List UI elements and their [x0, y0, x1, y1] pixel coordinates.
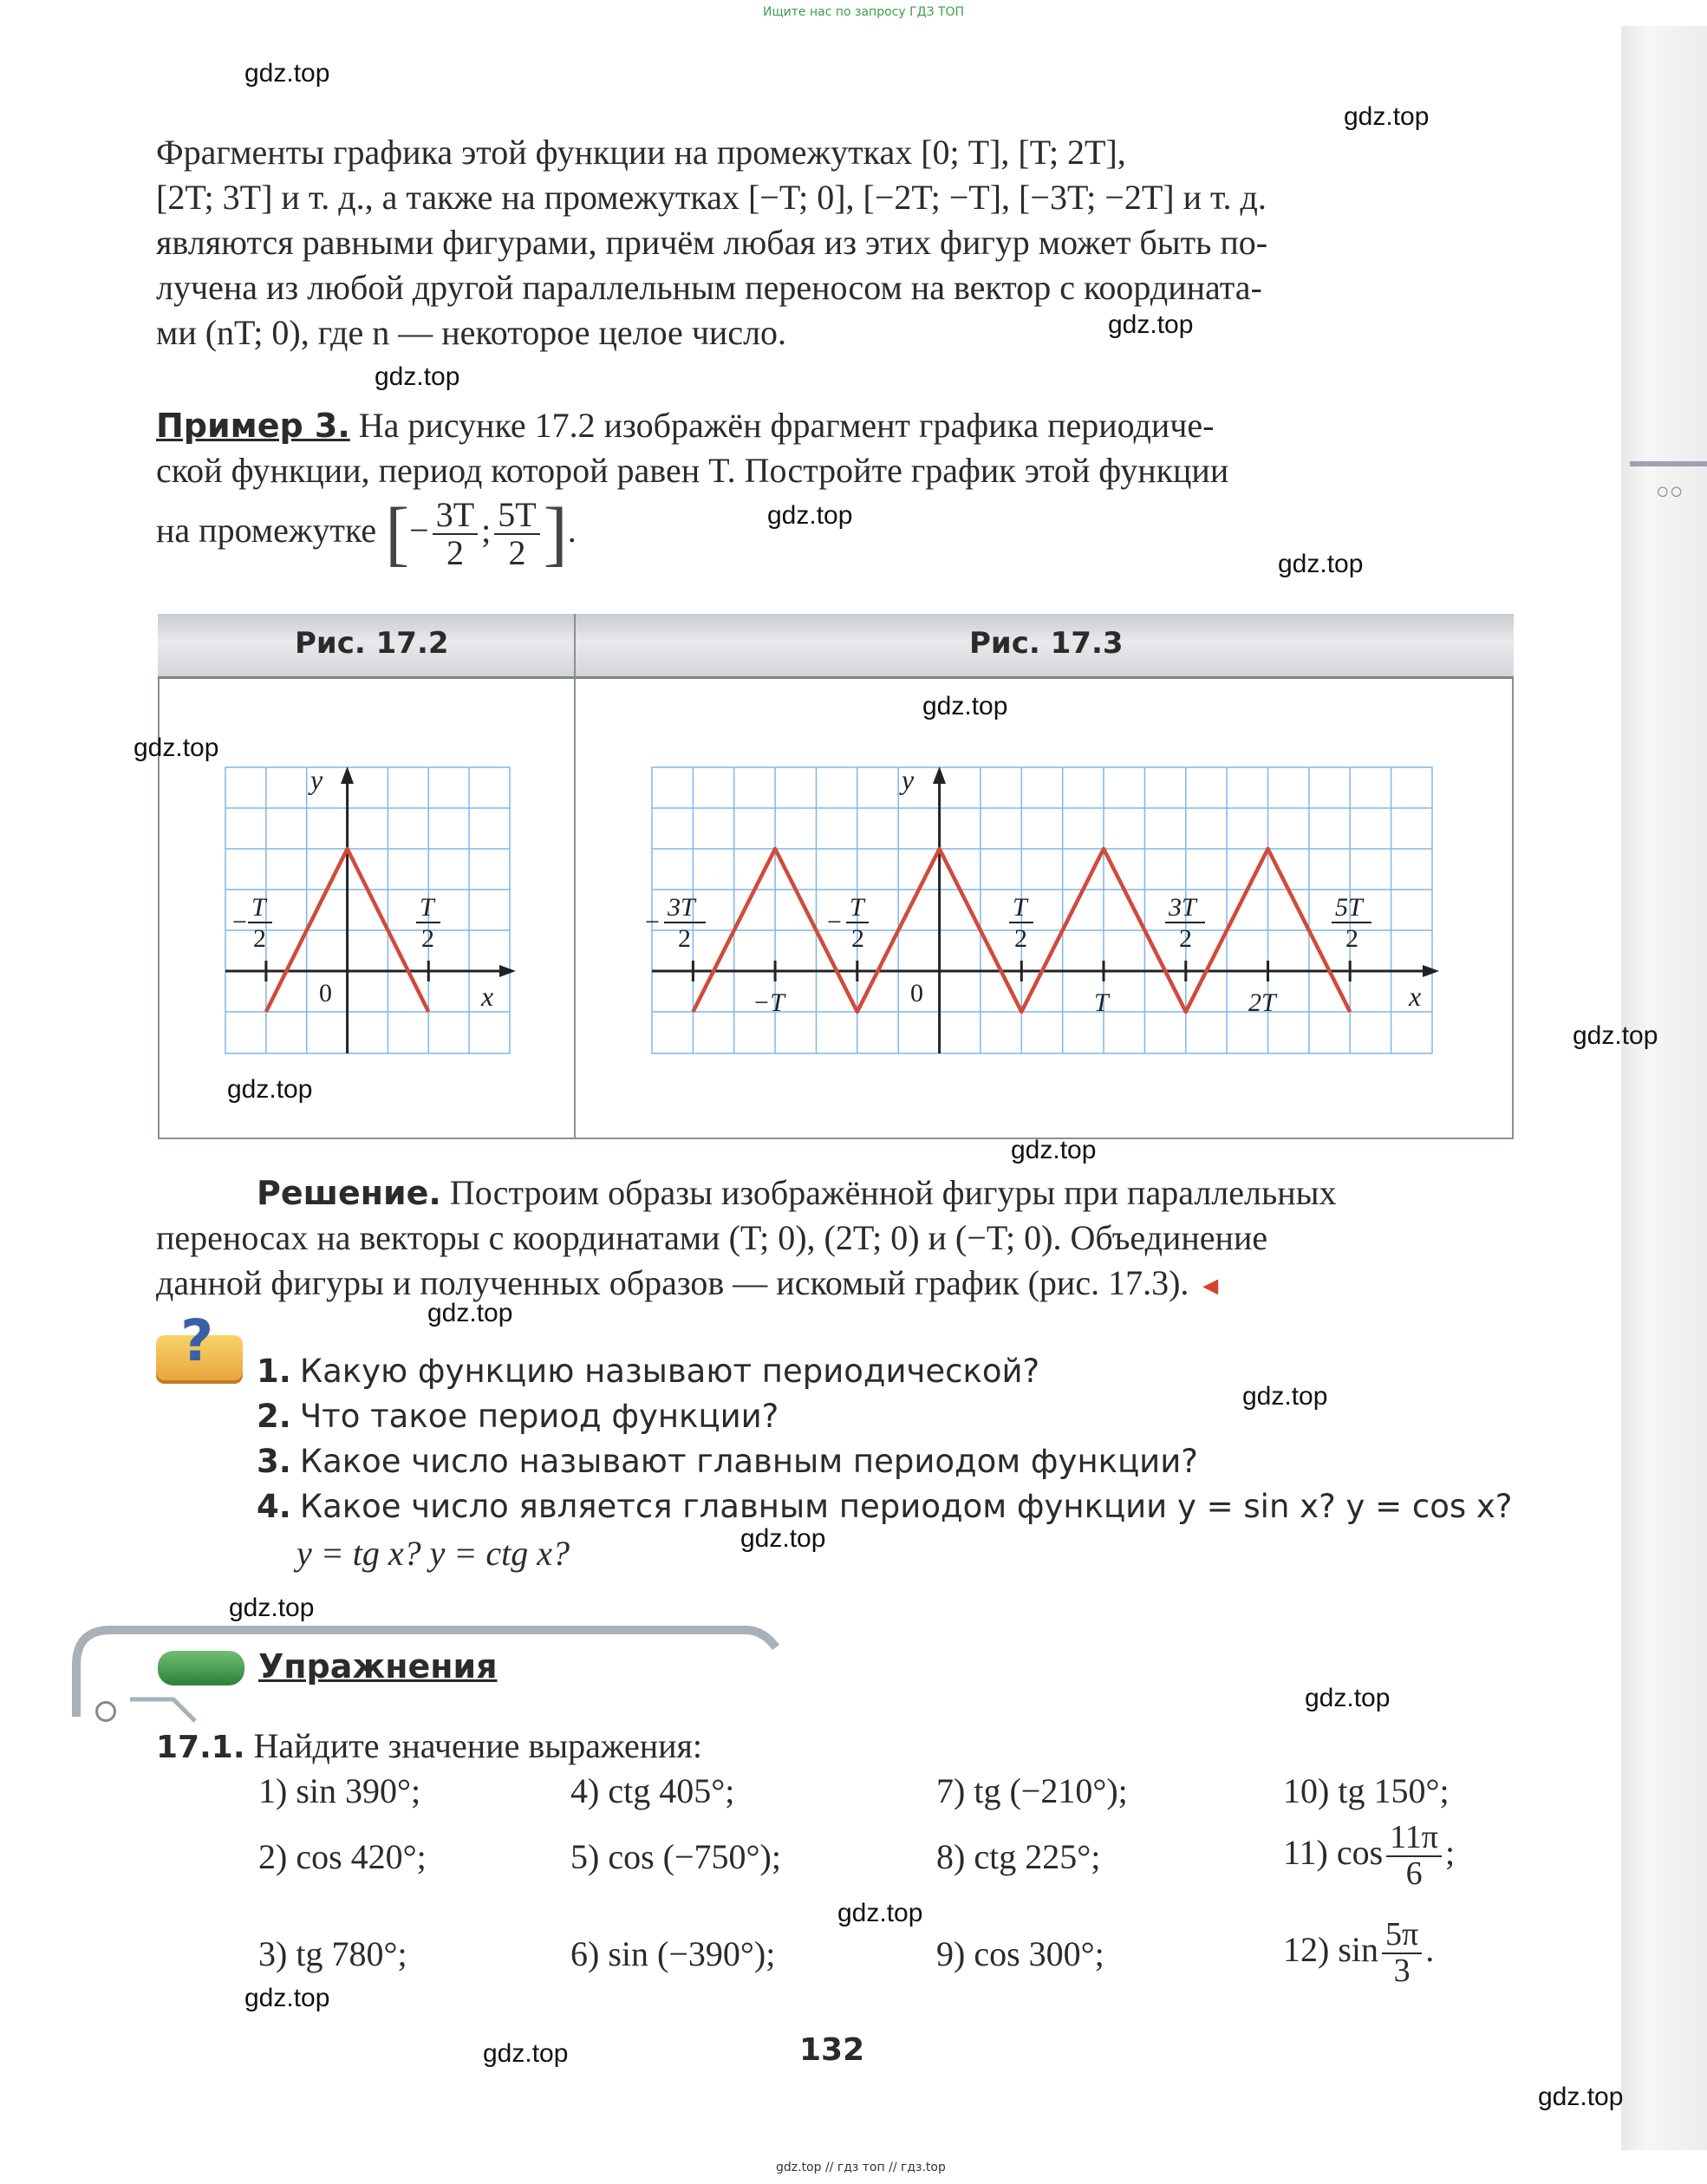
- example-text: На рисунке 17.2 изображён фрагмент графика периодиче-: [358, 406, 1215, 445]
- exercises-title: Упражнения: [258, 1647, 498, 1685]
- exercise-item: 10) tg 150°;: [1283, 1771, 1450, 1810]
- solution-line-1: [156, 1170, 1513, 1216]
- interval-separator: ;: [481, 511, 492, 551]
- watermark: gdz.top: [227, 1075, 313, 1104]
- exercise-item: 5) cos (−750°);: [570, 1837, 781, 1876]
- exercise-item: 4) ctg 405°;: [570, 1771, 735, 1810]
- question-2: 2. Что такое период функции?: [257, 1398, 779, 1435]
- exercise-item: 7) tg (−210°);: [936, 1771, 1128, 1810]
- label-T: T: [1094, 988, 1109, 1017]
- x-axis-arrow: [499, 965, 516, 977]
- exercise-item: 3) tg 780°;: [258, 1934, 407, 1973]
- exercises-icon: [158, 1651, 244, 1685]
- example-label: Пример 3.: [156, 407, 350, 445]
- y-axis-arrow: [341, 766, 354, 784]
- y-axis-arrow: [933, 766, 946, 784]
- example-line-2: ской функции, период которой равен T. Постройте график этой функции: [156, 451, 1229, 490]
- exercise-item-12: 12) sin $\frac{5\pi}{3}$ .: [1283, 1916, 1435, 1989]
- label-T32-den: 2: [1179, 924, 1192, 953]
- end-of-solution-mark: ◄: [1197, 1272, 1224, 1301]
- watermark: gdz.top: [922, 692, 1008, 720]
- page-edge-line: [1630, 461, 1707, 466]
- watermark: gdz.top: [1278, 550, 1364, 578]
- example-line-1: [156, 403, 1513, 448]
- exercise-item: 1) sin 390°;: [258, 1771, 421, 1810]
- neg-half-den: 2: [253, 924, 266, 953]
- watermark: gdz.top: [1538, 2083, 1624, 2111]
- page-edge-circles: ○○: [1656, 479, 1684, 504]
- question-1: 1. Какую функцию называют периодической?: [257, 1353, 1040, 1390]
- y-axis-label: y: [902, 764, 915, 795]
- label-m3T2-num: 3T: [668, 893, 695, 922]
- label-T32-num: 3T: [1169, 893, 1196, 922]
- watermark: gdz.top: [483, 2039, 569, 2068]
- label-m3T2-den: 2: [678, 924, 691, 953]
- watermark: gdz.top: [1242, 1382, 1328, 1411]
- page-edge-shadow: [1621, 26, 1707, 2150]
- exercise-prompt: Найдите значение выражения:: [253, 1726, 703, 1765]
- question-4: 4. Какое число является главным периодом функции y = sin x? y = cos x?: [257, 1488, 1513, 1525]
- pos-half-den: 2: [421, 924, 434, 953]
- exercise-item-11: 11) cos $\frac{11\pi}{6}$ ;: [1283, 1819, 1456, 1892]
- paragraph-line: являются равными фигурами, причём любая из этих фигур может быть по-: [156, 223, 1268, 262]
- footer-note: gdz.top // гдз топ // гдз.top: [776, 2161, 946, 2174]
- watermark: gdz.top: [837, 1899, 923, 1927]
- label-T52-den: 2: [1345, 924, 1358, 953]
- page-number: 132: [799, 2032, 865, 2068]
- solution-text: Построим образы изображённой фигуры при параллельных: [449, 1173, 1337, 1212]
- x-axis-label: x: [1409, 981, 1422, 1012]
- figure-17-2-title: Рис. 17.2: [295, 626, 449, 661]
- origin-label: 0: [319, 979, 332, 1007]
- label-T52-num: 5T: [1335, 893, 1363, 922]
- x-axis-label: x: [481, 981, 494, 1012]
- exercise-item: 6) sin (−390°);: [570, 1934, 776, 1973]
- question-4-continued: y = tg x? y = ctg x?: [296, 1534, 570, 1573]
- solution-line-2: переносах на векторы с координатами (T; 0), (2T; 0) и (−T; 0). Объединение: [156, 1218, 1268, 1257]
- watermark: gdz.top: [229, 1594, 315, 1622]
- bracket-left: [: [385, 493, 410, 574]
- watermark: gdz.top: [1344, 102, 1430, 131]
- watermark: gdz.top: [375, 362, 460, 391]
- label-m3T2-sign: −: [643, 908, 661, 936]
- neg-half-num: T: [251, 893, 266, 922]
- label-mT2-num: T: [850, 893, 864, 922]
- figure-17-3-title: Рис. 17.3: [969, 626, 1124, 661]
- watermark: gdz.top: [1573, 1021, 1658, 1050]
- exercise-17-1: [156, 1725, 702, 1766]
- watermark: gdz.top: [1108, 310, 1194, 339]
- interval-left-fraction: $\frac{3T}{2}$: [433, 497, 478, 571]
- watermark: gdz.top: [767, 501, 853, 530]
- watermark: gdz.top: [134, 733, 219, 762]
- watermark: gdz.top: [1011, 1136, 1097, 1164]
- watermark: gdz.top: [244, 1984, 330, 2012]
- exercise-item: 2) cos 420°;: [258, 1837, 427, 1876]
- solution: [156, 1170, 1513, 1309]
- interval-end: .: [567, 511, 577, 551]
- origin-label: 0: [910, 979, 923, 1007]
- paragraph-line: лучена из любой другой параллельным переносом на вектор с координата-: [156, 268, 1262, 307]
- watermark: gdz.top: [740, 1524, 826, 1553]
- question-3: 3. Какое число называют главным периодом функции?: [257, 1443, 1198, 1480]
- neg-half-sign: −: [231, 908, 249, 936]
- solution-line-3: данной фигуры и полученных образов — искомый график (рис. 17.3). ◄: [156, 1263, 1224, 1302]
- interval-left-sign: −: [409, 511, 429, 551]
- figure-17-3-graph: [642, 754, 1443, 1066]
- interval-right-fraction: $\frac{5T}{2}$: [494, 497, 539, 571]
- exercise-item: 9) cos 300°;: [936, 1934, 1104, 1973]
- label-T2-num: T: [1013, 893, 1027, 922]
- paragraph-line: [2T; 3T] и т. д., а также на промежутках [−T; 0], [−2T; −T], [−3T; −2T] и т. д.: [156, 178, 1267, 217]
- figures-divider: [574, 614, 576, 1138]
- paragraph-line: ми (nT; 0), где n — некоторое целое число.: [156, 313, 787, 352]
- watermark: gdz.top: [244, 59, 330, 88]
- label-mT2-den: 2: [851, 924, 864, 953]
- exercise-number: 17.1.: [156, 1730, 245, 1765]
- exercise-item: 8) ctg 225°;: [936, 1837, 1101, 1876]
- header-note: Ищите нас по запросу ГДЗ ТОП: [763, 5, 965, 19]
- exercises-ring-icon: [95, 1701, 116, 1722]
- paragraph-periodic-fragments: [156, 130, 1513, 355]
- question-mark-icon: ?: [180, 1307, 214, 1374]
- watermark: gdz.top: [1305, 1684, 1391, 1712]
- example-interval-intro: на промежутке: [156, 511, 377, 551]
- example-3: [156, 403, 1513, 574]
- label-2T: 2T: [1248, 988, 1276, 1017]
- label-minus-T: −T: [753, 988, 785, 1017]
- paragraph-line: Фрагменты графика этой функции на промежутках [0; T], [T; 2T],: [156, 133, 1126, 172]
- watermark: gdz.top: [427, 1299, 513, 1327]
- label-mT2-sign: −: [825, 908, 844, 936]
- bracket-right: ]: [543, 493, 568, 574]
- figure-17-2-graph: [208, 754, 520, 1066]
- x-axis-arrow: [1423, 965, 1439, 977]
- y-axis-label: y: [310, 764, 323, 795]
- label-T2-den: 2: [1014, 924, 1027, 953]
- pos-half-num: T: [420, 893, 434, 922]
- solution-label: Решение.: [257, 1174, 441, 1212]
